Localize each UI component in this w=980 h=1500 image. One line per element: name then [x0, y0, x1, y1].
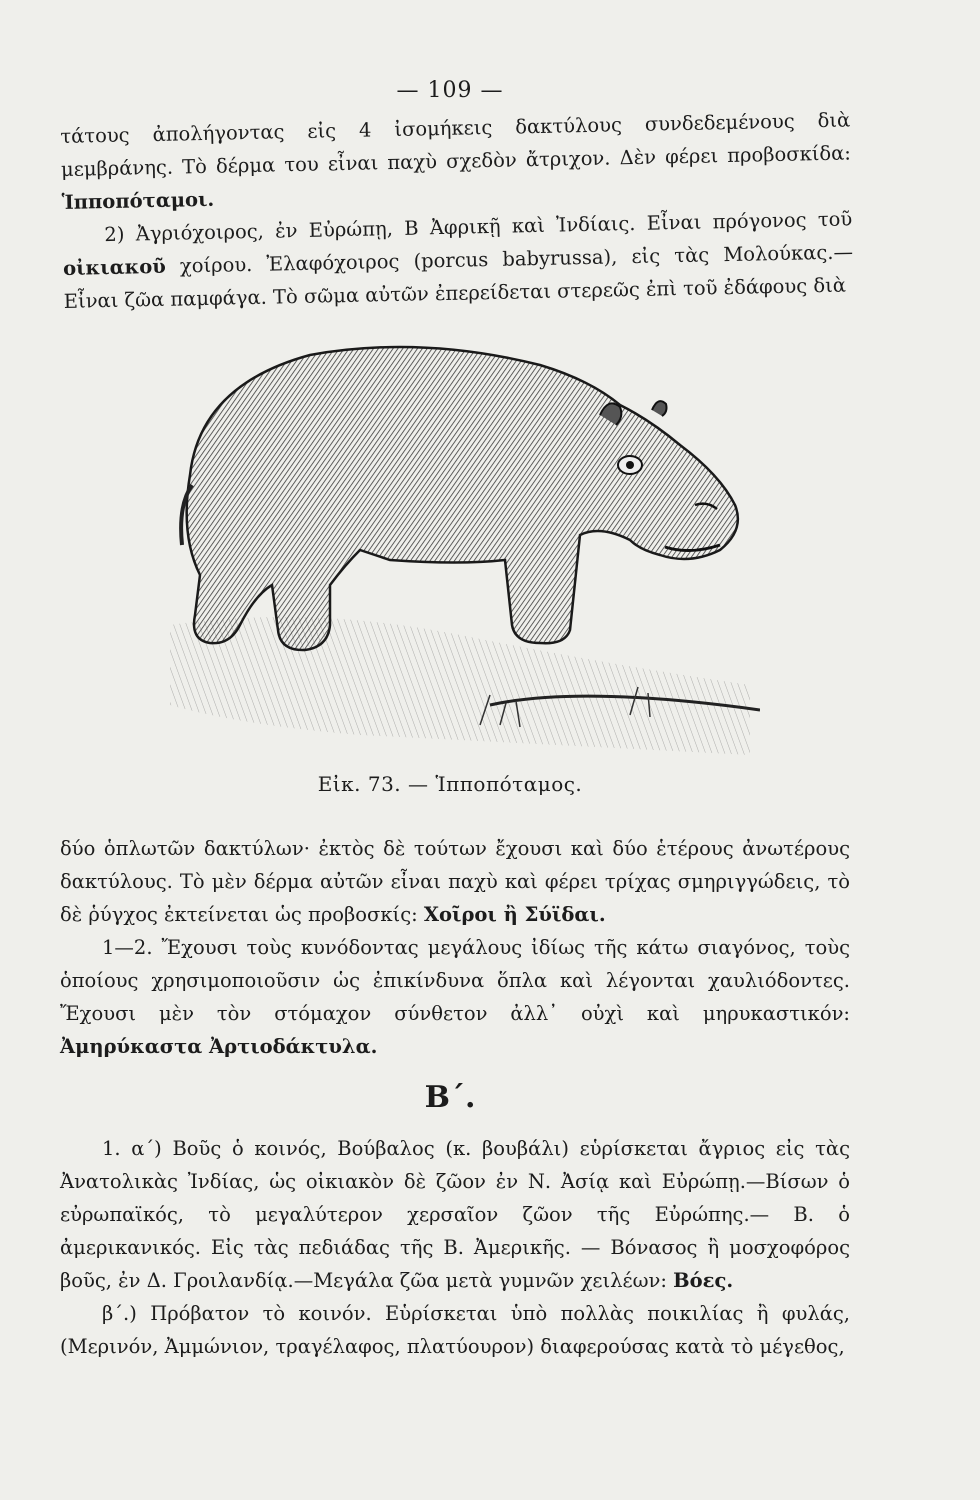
hippopotamus-illustration — [160, 325, 760, 765]
hippopotamus-icon — [160, 325, 760, 765]
paragraph-text: τάτους ἀπολήγοντας εἰς 4 ἰσομήκεις δακτύλους συνδεδεμένους διὰ μεμβράνης. Τὸ δέρμα του εἶναι παχὺ σχεδὸν ἄτριχον. Δὲν φέρει προβοσκίδα: — [60, 108, 852, 181]
paragraph-text: 1. α΄) Βοῦς ὁ κοινός, Βούβαλος (κ. βουβάλι) εὑρίσκεται ἄγριος εἰς τὰς Ἀνατολικὰς Ἰνδίας, ὡς οἰκιακὸν δὲ ζῶον ἐν Ν. Ἀσίᾳ καὶ Εὐρώπῃ.—Βίσων ὁ εὐρωπαϊκός, τὸ μεγαλύτερον χερσαῖον ζῶον τῆς Εὐρώπης.— Β. ὁ ἀμερικανικός. Εἰς τὰς πεδιάδας τῆς Β. Ἀμερικῆς. — Βόνασος ἢ μοσχοφόρος βοῦς, ἐν Δ. Γροιλανδίᾳ.—Μεγάλα ζῶα μετὰ γυμνῶν χειλέων: — [60, 1137, 850, 1292]
bold-term: Βόες. — [673, 1269, 734, 1292]
bold-term: Ἀμηρύκαστα Ἀρτιοδάκτυλα. — [60, 1035, 378, 1058]
paragraph-text: 2) Ἀγριόχοιρος, ἐν Εὐρώπῃ, Β Ἀφρικῇ καὶ Ἰνδίαις. Εἶναι πρόγονος τοῦ — [104, 207, 853, 247]
bottom-text-block — [60, 1132, 850, 1363]
bold-term: Χοῖροι ἢ Σύϊδαι. — [423, 903, 606, 926]
bold-term: Ἱπποπόταμοι. — [61, 187, 215, 214]
figure-caption: Εἰκ. 73. — Ἱπποπόταμος. — [317, 772, 583, 796]
page-number: — 109 — — [396, 78, 504, 103]
paragraph — [60, 1132, 850, 1297]
paragraph — [62, 202, 854, 318]
paragraph — [60, 931, 850, 1063]
paragraph-text: χοίρου. Ἐλαφόχοιρος (porcus babyrussa), εἰς τὰς Μολούκας.— Εἶναι ζῶα παμφάγα. Τὸ σῶμα αὐτῶν ἐπερείδεται στερεῶς ἐπὶ τοῦ ἐδάφους διὰ — [63, 240, 854, 313]
paragraph — [60, 1297, 850, 1363]
paragraph-text: δύο ὁπλωτῶν δακτύλων· ἐκτὸς δὲ τούτων ἔχουσι καὶ δύο ἑτέρους ἀνωτέρους δακτύλους. Τὸ μὲν δέρμα αὐτῶν εἶναι παχὺ καὶ φέρει τρίχας σμηριγγώδεις, τὸ δὲ ῥύγχος ἐκτείνεται ὡς προβοσκίς: — [60, 837, 850, 926]
paragraph — [60, 832, 850, 931]
paragraph-text: 1—2. Ἔχουσι τοὺς κυνόδοντας μεγάλους ἰδίως τῆς κάτω σιαγόνος, τοὺς ὁποίους χρησιμοποιοῦσιν ὡς ἐπικίνδυνα ὅπλα καὶ λέγονται χαυλιόδοντες. Ἔχουσι μὲν τὸν στόμαχον σύνθετον ἀλλ᾽ οὐχὶ καὶ μηρυκαστικόν: — [60, 936, 850, 1025]
middle-text-block — [60, 832, 850, 1063]
bold-term: οἰκιακοῦ — [62, 254, 166, 280]
paragraph-text: β΄.) Πρόβατον τὸ κοινόν. Εὑρίσκεται ὑπὸ πολλὰς ποικιλίας ἢ φυλάς, (Μερινόν, Ἀμμώνιον, τραγέλαφος, πλατύουρον) διαφερούσας κατὰ τὸ μέγεθος, — [60, 1302, 850, 1358]
paragraph — [60, 103, 852, 219]
section-heading: Β΄. — [424, 1080, 476, 1115]
top-text-block — [60, 103, 854, 318]
